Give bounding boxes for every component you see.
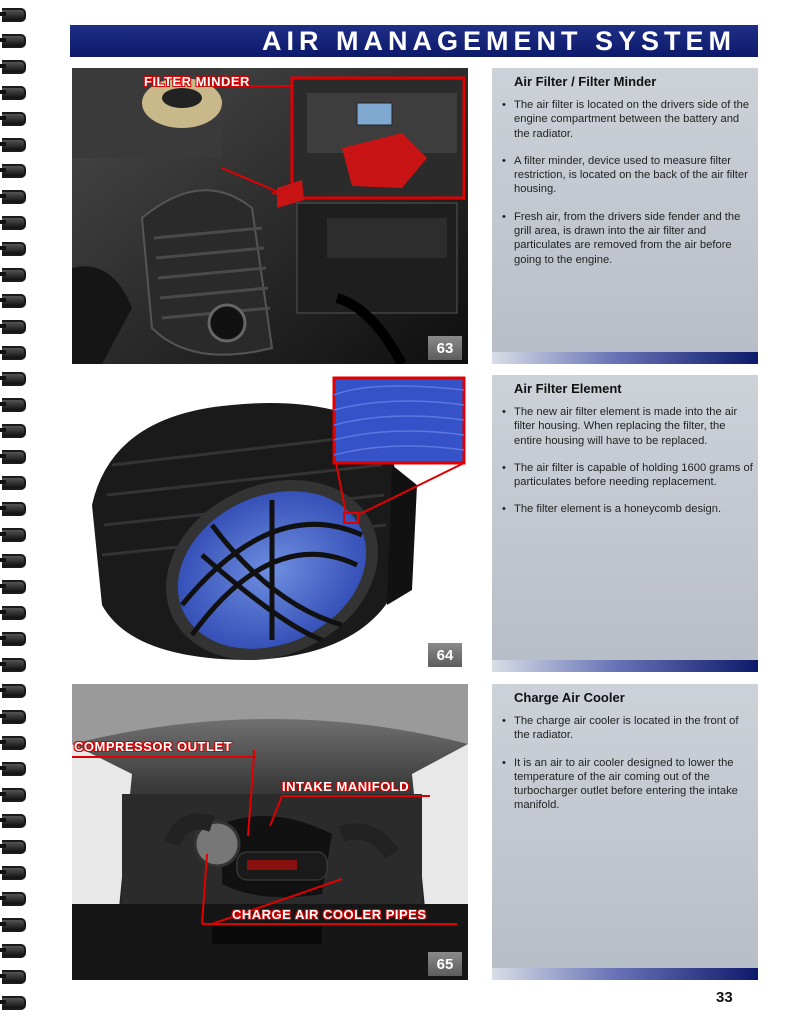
charge-air-cooler-bullets	[500, 714, 756, 826]
binding-ring	[2, 268, 26, 282]
air-filter-bullets	[500, 98, 756, 280]
binding-ring	[2, 424, 26, 438]
binding-ring	[2, 658, 26, 672]
binding-ring	[2, 736, 26, 750]
section-divider-bar	[492, 660, 758, 672]
bullet-item: • The new air filter element is made into the air filter housing. When replacing the filter, the entire housing will have to be replaced.	[514, 405, 756, 448]
title-bar	[70, 25, 758, 57]
filter-minder-callout: FILTER MINDER	[144, 74, 250, 89]
charge-air-cooler-photo	[72, 684, 468, 980]
binding-ring	[2, 60, 26, 74]
air-filter-element-photo	[72, 375, 468, 671]
binding-ring	[2, 164, 26, 178]
binding-ring	[2, 476, 26, 490]
bullet-item: • Fresh air, from the drivers side fender and the grill area, is drawn into the air filter and particulates are removed from the air before going to the engine.	[514, 210, 756, 267]
binding-ring	[2, 606, 26, 620]
air-filter-element-heading: Air Filter Element	[514, 381, 622, 396]
binding-ring	[2, 346, 26, 360]
binding-ring	[2, 892, 26, 906]
binding-ring	[2, 944, 26, 958]
binding-ring	[2, 294, 26, 308]
page-number: 33	[716, 989, 733, 1006]
bullet-item: • It is an air to air cooler designed to lower the temperature of the air coming out of the turbocharger outlet before entering the intake manifold.	[514, 756, 756, 813]
binding-ring	[2, 814, 26, 828]
binding-ring	[2, 840, 26, 854]
binding-ring	[2, 34, 26, 48]
figure-number-63: 63	[428, 336, 462, 360]
binding-ring	[2, 788, 26, 802]
intake-manifold-callout: INTAKE MANIFOLD	[282, 779, 410, 794]
binding-ring	[2, 970, 26, 984]
compressor-outlet-callout: COMPRESSOR OUTLET	[74, 739, 233, 754]
binding-ring	[2, 450, 26, 464]
air-filter-illustration	[72, 375, 468, 671]
charge-air-cooler-illustration	[72, 684, 468, 980]
binding-ring	[2, 86, 26, 100]
bullet-item: • A filter minder, device used to measure filter restriction, is located on the back of the air filter housing.	[514, 154, 756, 197]
binding-ring	[2, 398, 26, 412]
bullet-item: • The filter element is a honeycomb design.	[514, 502, 756, 516]
binding-ring	[2, 320, 26, 334]
binding-ring	[2, 216, 26, 230]
air-filter-element-panel	[492, 375, 758, 662]
binding-ring	[2, 190, 26, 204]
air-filter-heading: Air Filter / Filter Minder	[514, 74, 657, 89]
binding-ring	[2, 242, 26, 256]
spiral-binding	[0, 0, 30, 1027]
binding-ring	[2, 372, 26, 386]
binding-ring	[2, 632, 26, 646]
binding-ring	[2, 996, 26, 1010]
binding-ring	[2, 528, 26, 542]
air-filter-panel	[492, 68, 758, 355]
binding-ring	[2, 866, 26, 880]
binding-ring	[2, 554, 26, 568]
bullet-item: • The air filter is capable of holding 1600 grams of particulates before needing replacement.	[514, 461, 756, 490]
air-filter-element-bullets	[500, 405, 756, 530]
binding-ring	[2, 684, 26, 698]
section-divider-bar	[492, 352, 758, 364]
charge-air-cooler-pipes-callout: CHARGE AIR COOLER PIPES	[232, 907, 427, 922]
engine-bay-photo	[72, 68, 468, 364]
figure-number-64: 64	[428, 643, 462, 667]
binding-ring	[2, 762, 26, 776]
figure-number-65: 65	[428, 952, 462, 976]
charge-air-cooler-heading: Charge Air Cooler	[514, 690, 625, 705]
binding-ring	[2, 580, 26, 594]
binding-ring	[2, 8, 26, 22]
binding-ring	[2, 710, 26, 724]
bullet-item: • The air filter is located on the drivers side of the engine compartment between the battery and the radiator.	[514, 98, 756, 141]
filter-minder-illustration	[72, 68, 468, 364]
page-title: AIR MANAGEMENT SYSTEM	[261, 25, 736, 56]
charge-air-cooler-panel	[492, 684, 758, 970]
bullet-item: • The charge air cooler is located in the front of the radiator.	[514, 714, 756, 743]
binding-ring	[2, 138, 26, 152]
binding-ring	[2, 918, 26, 932]
binding-ring	[2, 112, 26, 126]
binding-ring	[2, 502, 26, 516]
section-divider-bar	[492, 968, 758, 980]
